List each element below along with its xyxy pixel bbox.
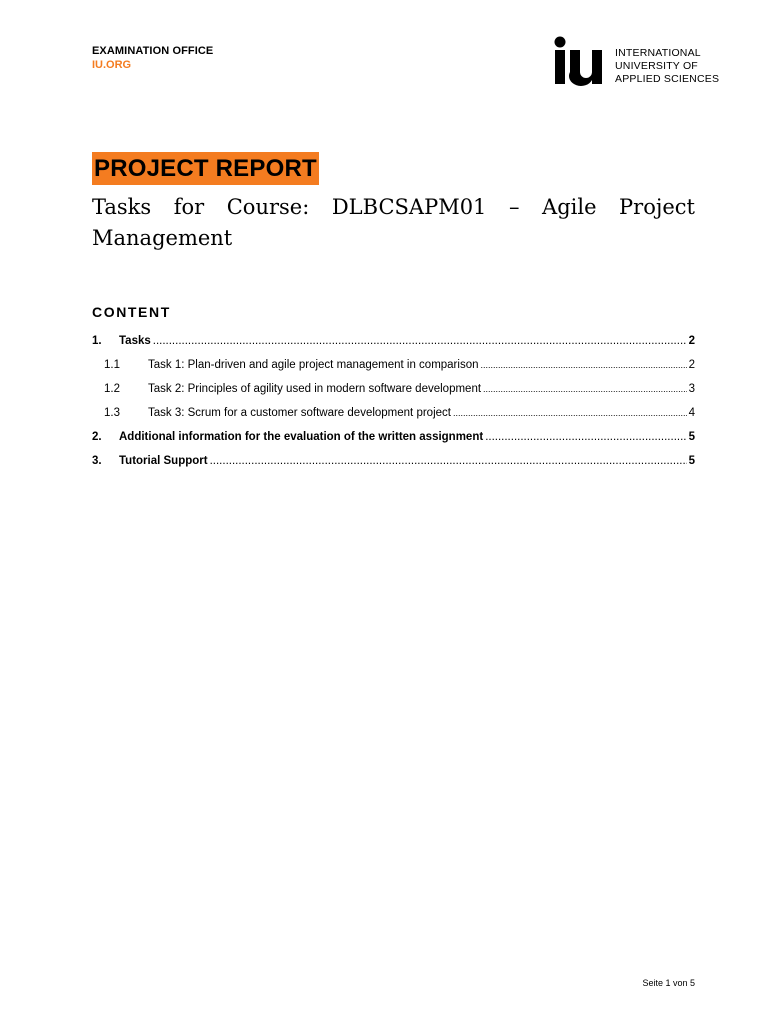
toc-entry-additional-information[interactable]	[92, 425, 695, 449]
toc-entry-task-3[interactable]	[92, 401, 695, 425]
logo-line: INTERNATIONAL	[615, 47, 701, 59]
logo-line: UNIVERSITY OF	[615, 60, 698, 72]
toc-entry-number: 1.2	[104, 383, 120, 395]
toc-entry-label: Task 2: Principles of agility used in modern software development	[148, 383, 482, 395]
toc-entry-page: 3	[688, 383, 695, 395]
office-url-link[interactable]: IU.ORG	[92, 59, 132, 71]
toc-entry-tutorial-support[interactable]	[92, 449, 695, 473]
toc-entry-number: 1.3	[104, 407, 120, 419]
toc-entry-number: 2.	[92, 431, 102, 443]
toc-entry-number: 1.1	[104, 359, 120, 371]
office-name: EXAMINATION OFFICE	[92, 45, 214, 57]
toc-entry-label: Task 3: Scrum for a customer software development project	[148, 407, 451, 419]
toc-leader-dots	[153, 335, 687, 347]
office-header	[92, 44, 213, 72]
toc-entry-page: 2	[688, 359, 695, 371]
toc-entry-label: Tasks	[119, 335, 151, 347]
toc-entry-number: 1.	[92, 335, 102, 347]
toc-leader-dots	[481, 360, 687, 370]
iu-logo-mark	[553, 36, 609, 86]
toc-entry-task-1[interactable]	[92, 353, 695, 377]
toc-heading: CONTENT	[92, 304, 171, 320]
toc-leader-dots	[453, 408, 687, 418]
toc-entry-page: 4	[688, 407, 695, 419]
toc-entry-tasks[interactable]	[92, 329, 695, 353]
toc-entry-page: 5	[688, 455, 695, 467]
toc-entry-number: 3.	[92, 455, 102, 467]
toc-entry-page: 5	[688, 431, 695, 443]
table-of-contents	[92, 329, 695, 473]
logo-text	[615, 47, 719, 86]
toc-entry-label: Task 1: Plan-driven and agile project management in comparison	[148, 359, 479, 371]
toc-entry-label: Additional information for the evaluation of the written assignment	[119, 431, 484, 443]
document-type-label: PROJECT REPORT	[92, 152, 319, 185]
toc-entry-page: 2	[688, 335, 695, 347]
toc-entry-task-2[interactable]	[92, 377, 695, 401]
document-title: Tasks for Course: DLBCSAPM01 – Agile Project Management	[92, 195, 695, 250]
logo-line: APPLIED SCIENCES	[615, 73, 720, 85]
toc-leader-dots	[210, 455, 687, 467]
page-indicator: Seite 1 von 5	[642, 978, 695, 988]
iu-logo	[553, 36, 723, 88]
toc-leader-dots	[485, 431, 686, 443]
toc-leader-dots	[483, 384, 687, 394]
toc-entry-label: Tutorial Support	[119, 455, 208, 467]
